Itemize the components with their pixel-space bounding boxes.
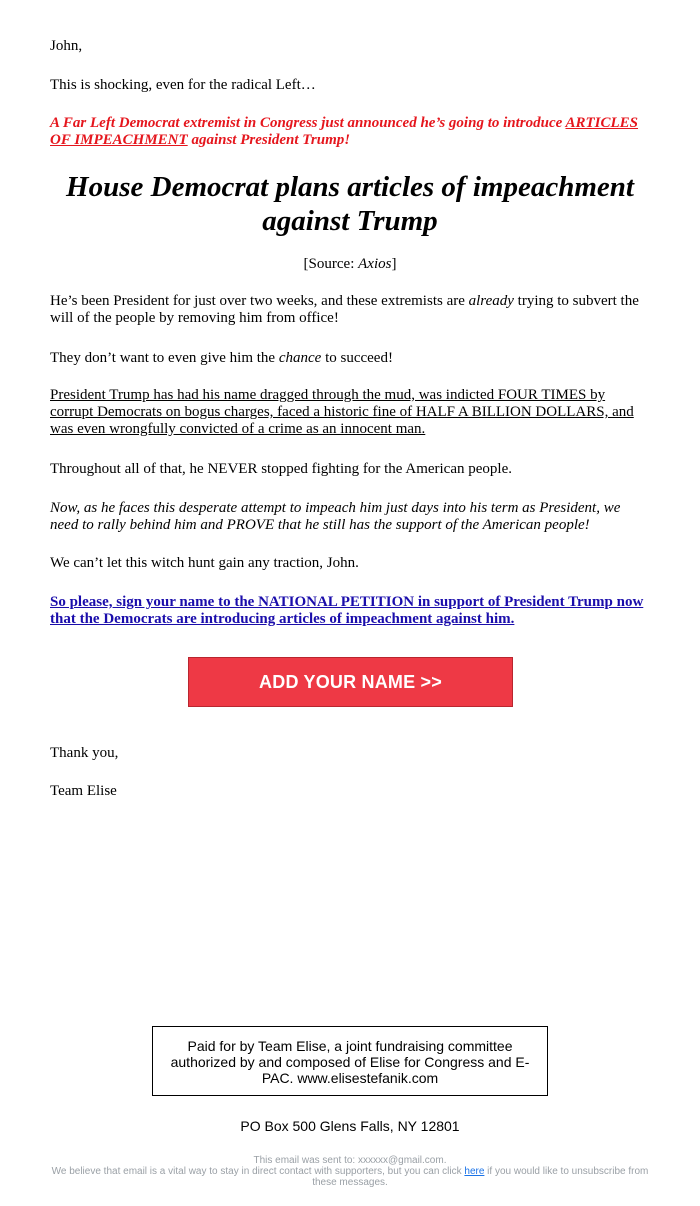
salutation: John,	[50, 38, 83, 54]
paragraph-6: We can’t let this witch hunt gain any traction, John.	[50, 555, 359, 571]
unsubscribe-link[interactable]: here	[464, 1166, 485, 1177]
mailing-address: PO Box 500 Glens Falls, NY 12801	[240, 1118, 460, 1134]
paragraph-3: President Trump has had his name dragged through the mud, was indicted FOUR TIMES by corrupt Democrats on bogus charges, faced a historic fine of HALF A BILLION DOLLARS, and was even wrongfully convicted of a crime as an innocent man.	[50, 387, 634, 437]
footer-notice	[50, 1155, 650, 1188]
alert-paragraph	[50, 115, 650, 149]
paragraph-1	[50, 293, 650, 327]
intro-text: This is shocking, even for the radical Left…	[50, 77, 316, 93]
paragraph-4: Throughout all of that, he NEVER stopped fighting for the American people.	[50, 461, 512, 477]
paragraph-2-emphasis: chance	[278, 350, 322, 366]
signature: Team Elise	[50, 783, 117, 799]
paragraph-1-emphasis: already	[468, 293, 514, 309]
sent-to-notice: This email was sent to: xxxxxx@gmail.com.	[253, 1155, 447, 1166]
source-suffix: ]	[391, 256, 397, 272]
source-citation	[0, 256, 700, 273]
headline: House Democrat plans articles of impeachment against Trump	[66, 171, 634, 237]
paragraph-2	[50, 350, 650, 367]
paid-for-disclaimer: Paid for by Team Elise, a joint fundraising committee authorized by and composed of Elise for Congress and E-PAC. www.elisestefanik.com	[152, 1026, 548, 1096]
unsubscribe-notice	[50, 1166, 650, 1188]
alert-text-part1: A Far Left Democrat extremist in Congress just announced he’s going to introduce	[50, 115, 566, 131]
unsubscribe-text-before: We believe that email is a vital way to stay in direct contact with supporters, but you can click	[51, 1166, 465, 1177]
closing: Thank you,	[50, 745, 119, 761]
petition-paragraph	[50, 594, 650, 628]
source-name: Axios	[358, 256, 392, 272]
add-your-name-button[interactable]: ADD YOUR NAME >>	[188, 657, 513, 707]
unsubscribe-text-after: if you would like to unsubscribe from these messages.	[312, 1166, 649, 1188]
paragraph-1-part2: trying to subvert the will of the people by removing him from office!	[50, 293, 639, 326]
paragraph-2-part1: They don’t want to even give him the	[50, 350, 279, 366]
paragraph-5: Now, as he faces this desperate attempt to impeach him just days into his term as President, we need to rally behind him and PROVE that he still has the support of the American people!	[50, 500, 621, 533]
petition-link[interactable]: So please, sign your name to the NATIONAL PETITION in support of President Trump now that the Democrats are introducing articles of impeachment against him.	[50, 594, 644, 627]
alert-text-part2: against President Trump!	[187, 132, 351, 148]
paragraph-1-part1: He’s been President for just over two weeks, and these extremists are	[50, 293, 469, 309]
source-prefix: [Source:	[303, 256, 359, 272]
paragraph-2-part2: to succeed!	[321, 350, 393, 366]
alert-underlined-text: ARTICLES OF IMPEACHMENT	[50, 115, 639, 148]
